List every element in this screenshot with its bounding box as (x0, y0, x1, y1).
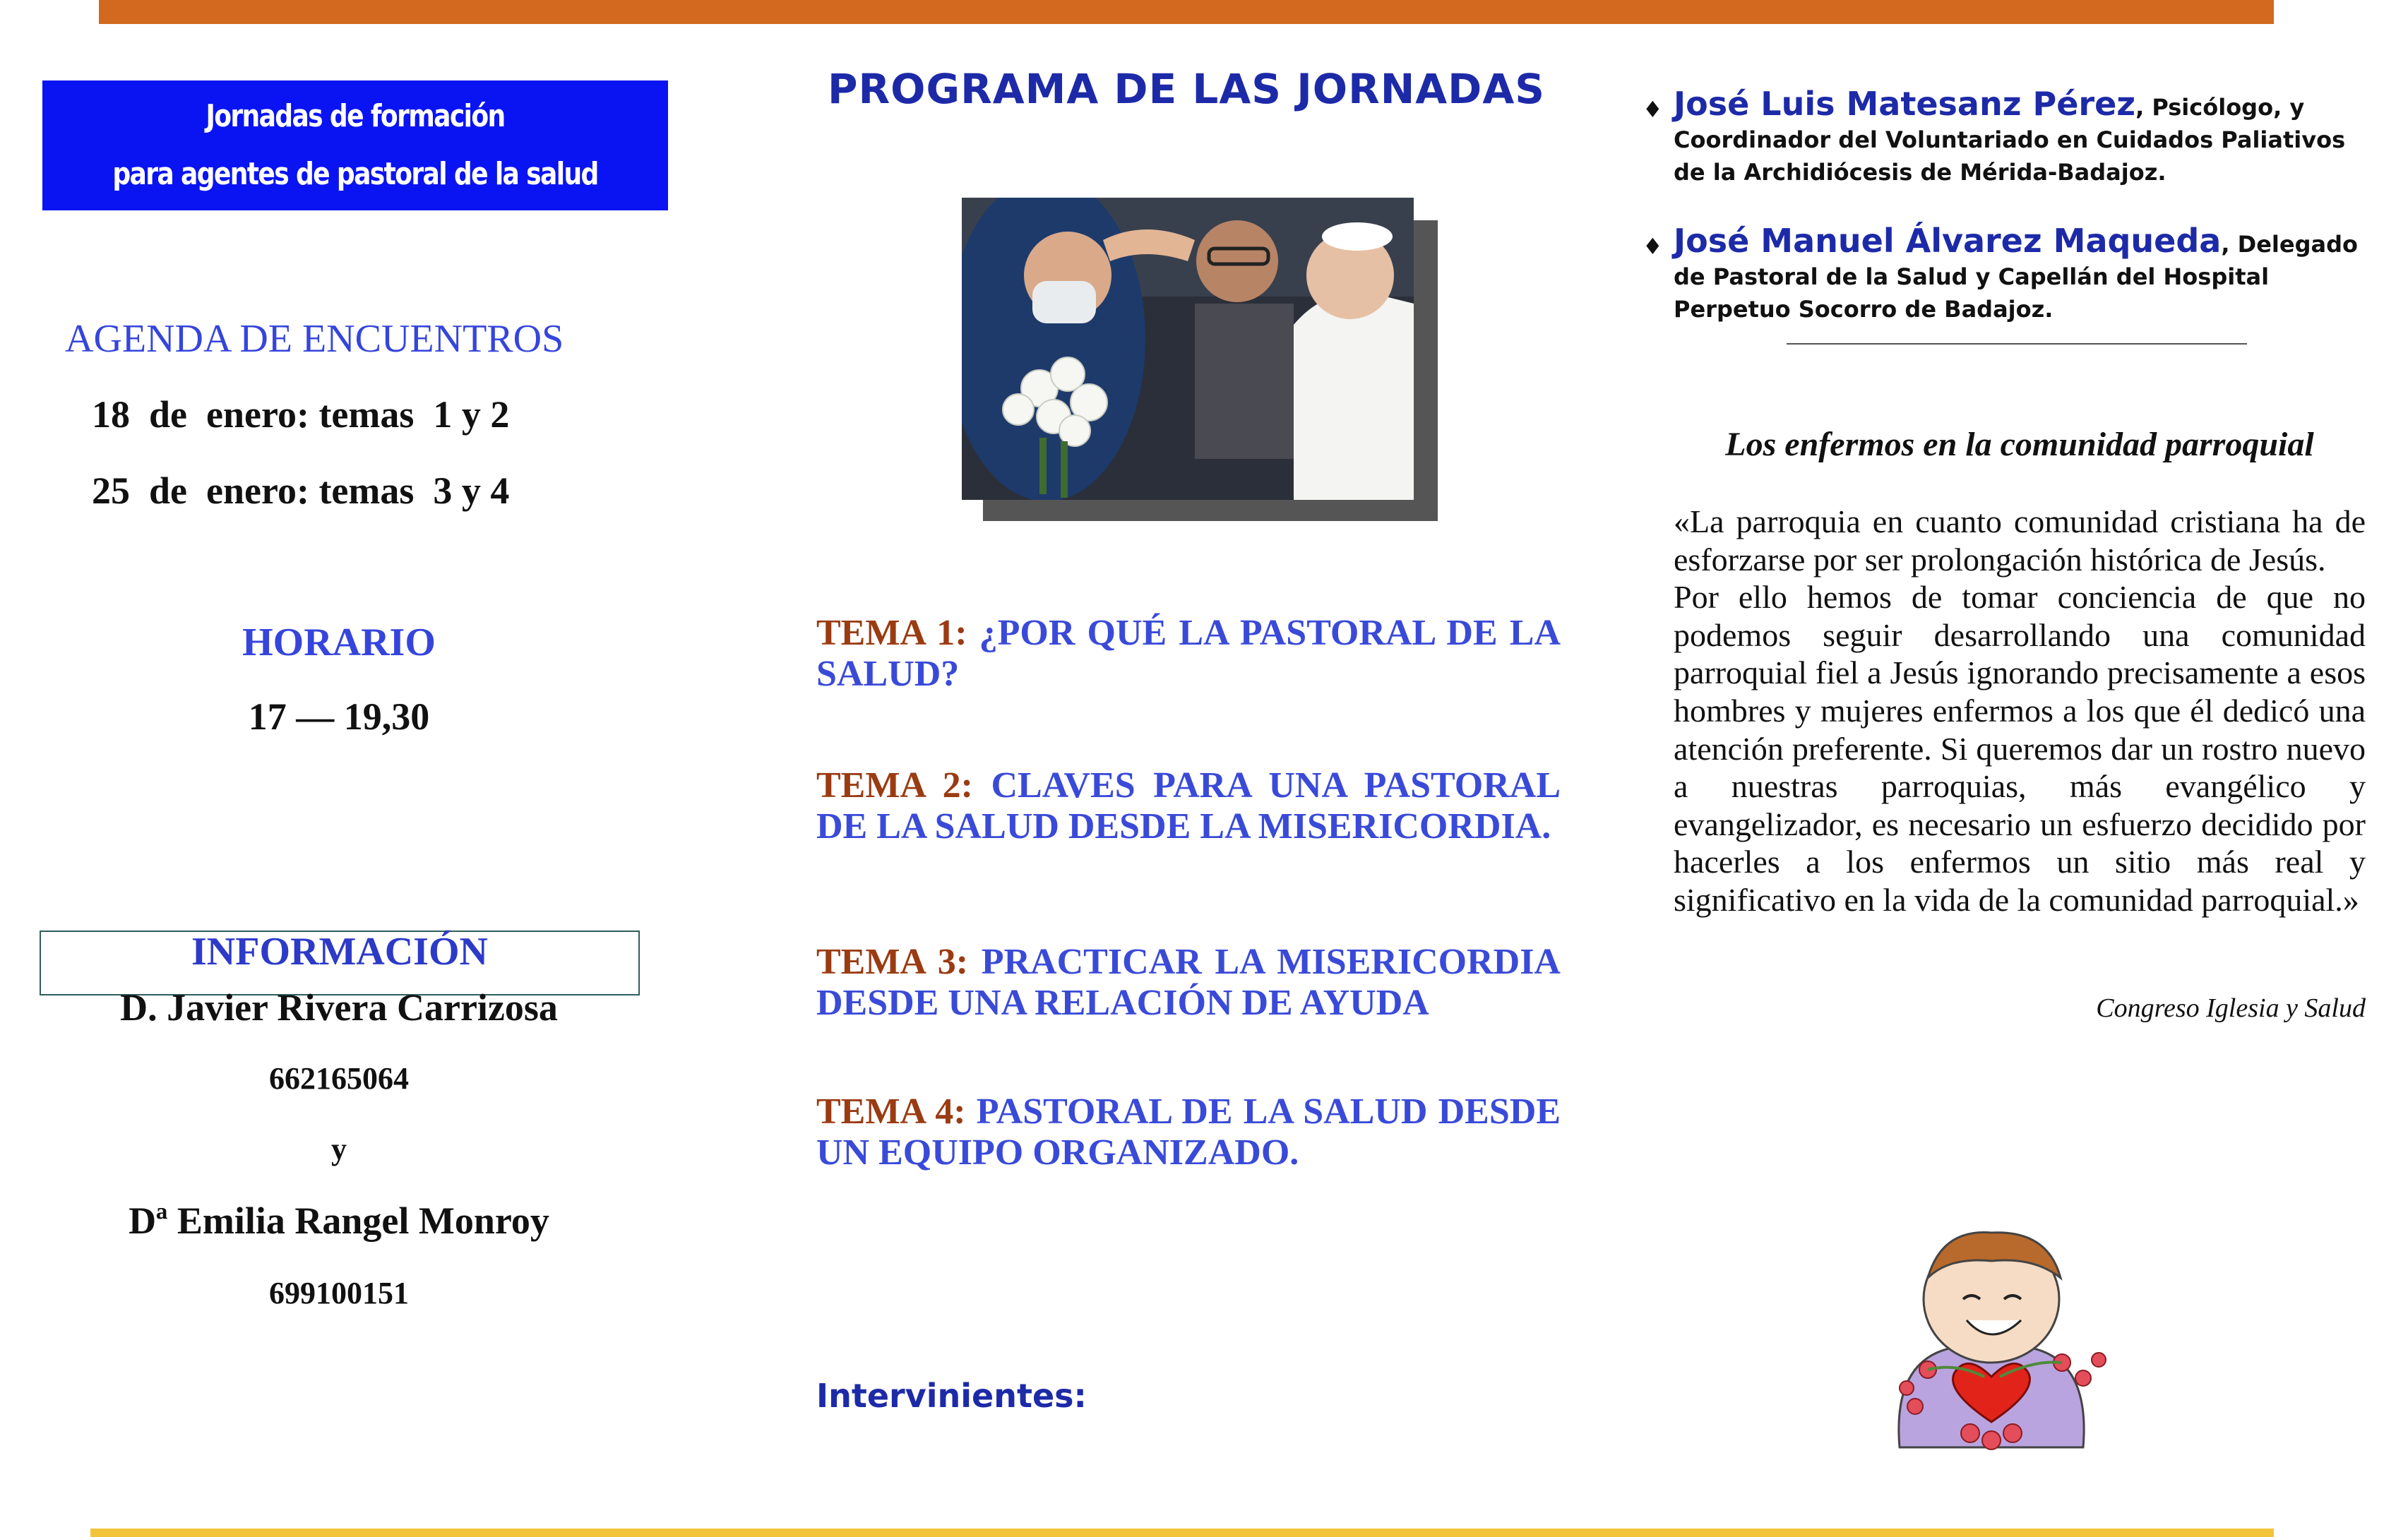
info-title: INFORMACIÓN (191, 930, 488, 974)
topic-1-text: ¿POR QUÉ LA PASTORAL DE LA SALUD? (816, 613, 1561, 694)
quote-paragraph-1: «La parroquia en cuanto comunidad cristiana ha de esforzarse por ser prolongación histórica de Jesús. (1674, 503, 2366, 578)
agenda-item-1: 18 de enero: temas 1 y 2 (92, 393, 510, 436)
contact-connector: y (331, 1132, 347, 1166)
agenda-title: AGENDA DE ENCUENTROS (65, 317, 564, 361)
topic-4-text: PASTORAL DE LA SALUD DESDE UN EQUIPO ORGANIZADO. (816, 1092, 1561, 1173)
boy-with-hearts-illustration (1822, 1221, 2161, 1461)
quote-source: Congreso Iglesia y Salud (2096, 993, 2366, 1023)
speakers-title: Intervinientes: (816, 1377, 1087, 1415)
event-title-banner (42, 80, 668, 210)
topic-2 (816, 765, 1561, 847)
photo-illustration (962, 198, 1414, 500)
agenda-item-2: 25 de enero: temas 3 y 4 (92, 470, 510, 512)
schedule-title: HORARIO (242, 621, 436, 664)
speaker-2 (1643, 222, 2366, 325)
topic-1-label: TEMA 1: (816, 613, 967, 653)
speaker-1-name: José Luis Matesanz Pérez (1674, 85, 2136, 123)
quote-paragraph-2: Por ello hemos de tomar conciencia de que no podemos seguir desarrollando una comunidad parroquial fiel a Jesús ignorando precisamente a esos hombres y mujeres enfermos a los que él dedicó una atención preferente. Si queremos dar un rostro nuevo a nuestras parroquias, más evangélico y evangelizador, es necesario un esfuerzo decidido por hacerles a los enfermos un sitio más real y significativo en la vida de la comunidad parroquial.» (1674, 579, 2366, 918)
contact-1-phone: 662165064 (269, 1061, 409, 1096)
pope-blessing-photo (962, 198, 1414, 500)
topic-1 (816, 613, 1561, 695)
speaker-1 (1643, 85, 2366, 189)
speaker-1-desc: , Psicólogo, y Coordinador del Voluntariado en Cuidados Paliativos de la Archidiócesis de Mérida-Badajoz. (1674, 94, 2346, 186)
schedule-time: 17 — 19,30 (248, 695, 430, 738)
speaker-2-name: José Manuel Álvarez Maqueda (1674, 222, 2222, 260)
separator-line (1787, 343, 2247, 345)
topic-4 (816, 1092, 1561, 1173)
banner-line-2: para agentes de pastoral de la salud (112, 156, 598, 192)
banner-line-1: Jornadas de formación (205, 98, 505, 134)
topic-4-label: TEMA 4: (816, 1092, 966, 1132)
contact-2-name: Dª Emilia Rangel Monroy (129, 1200, 549, 1242)
top-decorative-bar (99, 0, 2274, 24)
topic-2-label: TEMA 2: (816, 765, 973, 806)
topic-3-text: PRACTICAR LA MISERICORDIA DESDE UNA RELACIÓN DE AYUDA (816, 942, 1561, 1023)
bottom-decorative-bar (90, 1529, 2274, 1537)
boy-heart-drawing (1822, 1221, 2161, 1461)
contact-1-name: D. Javier Rivera Carrizosa (120, 986, 558, 1029)
topic-3-label: TEMA 3: (816, 942, 969, 982)
topic-3 (816, 942, 1561, 1024)
quote-title: Los enfermos en la comunidad parroquial (1725, 426, 2314, 463)
diamond-bullet-icon: ♦ (1643, 96, 1663, 123)
program-title: PROGRAMA DE LAS JORNADAS (828, 65, 1545, 113)
speaker-2-desc: , Delegado de Pastoral de la Salud y Capellán del Hospital Perpetuo Socorro de Badajoz. (1674, 231, 2358, 323)
quote-body (1674, 503, 2366, 919)
diamond-bullet-icon: ♦ (1643, 233, 1663, 260)
topic-2-text: CLAVES PARA UNA PASTORAL DE LA SALUD DESDE LA MISERICORDIA. (816, 765, 1561, 847)
contact-2-phone: 699100151 (269, 1276, 409, 1310)
